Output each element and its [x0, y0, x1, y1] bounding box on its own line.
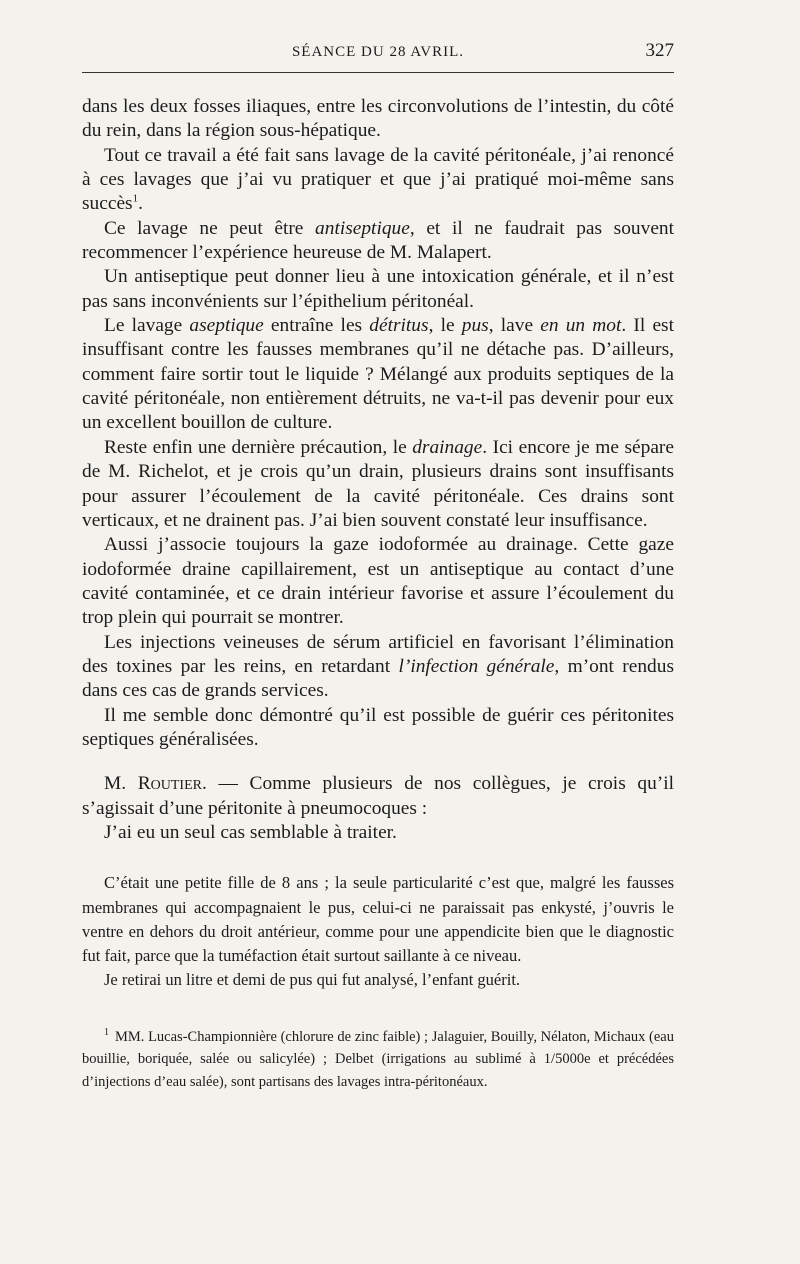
paragraph-injections: Les injections veineuses de sérum artificiel en favorisant l’élimination des toxines par les reins, en retardant l’infection générale, m’ont rendus dans ces cas de grands services.: [82, 631, 674, 702]
paragraph-case-intro: J’ai eu un seul cas semblable à traiter.: [104, 821, 397, 843]
case-paragraph: Je retirai un litre et demi de pus qui fut analysé, l’enfant guérit.: [104, 970, 521, 990]
paragraph-aseptique: Le lavage aseptique entraîne les détritus, le pus, lave en un mot. Il est insuffisant contre les fausses membranes qu’il ne détache pas. D’ailleurs, comment faire sortir tout le liquide ? Mélangé aux produits septiques de la cavité péritonéale, non entièrement détruits, ne va-t-il pas devenir pour eux un excellent bouillon de culture.: [82, 315, 674, 434]
running-title: SÉANCE DU 28 AVRIL.: [291, 44, 465, 60]
book-page: [82, 38, 674, 1093]
paragraph-antiseptique: Ce lavage ne peut être antiseptique, et il ne faudrait pas souvent recommencer l’expérience heureuse de M. Malapert.: [82, 217, 675, 264]
footnote-text: MM. Lucas-Championnière (chlorure de zinc faible) ; Jalaguier, Bouilly, Nélaton, Michaux (eau bouillie, boriquée, salée ou salicylée) ; Delbet (irrigations au sublimé à 1/5000e et précédées d’injections d’eau salée), sont partisans des lavages intra-péritonéaux.: [82, 1029, 674, 1090]
case-paragraph: C’était une petite fille de 8 ans ; la seule particularité c’est que, malgré les fausses membranes qui accompagnaient le pus, celui-ci ne paraissait pas enkysté, j’ouvris le ventre en dehors du droit antérieur, comme pour une appendicite bien que le diagnostic fut fait, parce que la tuméfaction était surtout saillante à ce niveau.: [82, 873, 674, 965]
page-number: 327: [645, 40, 674, 61]
case-report: [82, 871, 674, 992]
paragraph-intoxication: Un antiseptique peut donner lieu à une intoxication générale, et il n’est pas sans inconvénients sur l’épithelium péritonéal.: [82, 266, 674, 312]
paragraph-lavage: Tout ce travail a été fait sans lavage de la cavité péritonéale, j’ai renoncé à ces lavages que j’ai vu pratiquer et que j’ai pratiqué moi-même sans succès$^1$.: [82, 144, 674, 215]
footnote-reference[interactable]: 1: [132, 192, 139, 205]
speaker-name: M. Routier.: [104, 773, 207, 795]
paragraph-conclusion: Il me semble donc démontré qu’il est possible de guérir ces péritonites septiques généralisées.: [82, 704, 674, 750]
footnote-marker: 1: [104, 1027, 109, 1039]
main-text: [82, 95, 674, 845]
page-header: [82, 38, 674, 73]
paragraph-gaze: Aussi j’associe toujours la gaze iodoformée au drainage. Cette gaze iodoformée draine capillairement, est un antiseptique au contact d’une cavité contaminée, et ce drain intérieur favorise et assure l’écoulement du trop plein qui pourrait se montrer.: [82, 534, 674, 629]
footnote: [82, 1022, 674, 1093]
paragraph-continued: dans les deux fosses iliaques, entre les circonvolutions de l’intestin, du côté du rein, dans la région sous-hépatique.: [82, 96, 674, 142]
paragraph-drainage: Reste enfin une dernière précaution, le drainage. Ici encore je me sépare de M. Richelot, et je crois qu’un drain, plusieurs drains sont insuffisants pour assurer l’écoulement de la cavité péritonéale. Ces drains sont verticaux, et ne drainent pas. J’ai bien souvent constaté leur insuffisance.: [82, 436, 675, 531]
paragraph-routier: M. Routier. — Comme plusieurs de nos collègues, je crois qu’il s’agissait d’une péritonite à pneumocoques :: [82, 773, 675, 819]
